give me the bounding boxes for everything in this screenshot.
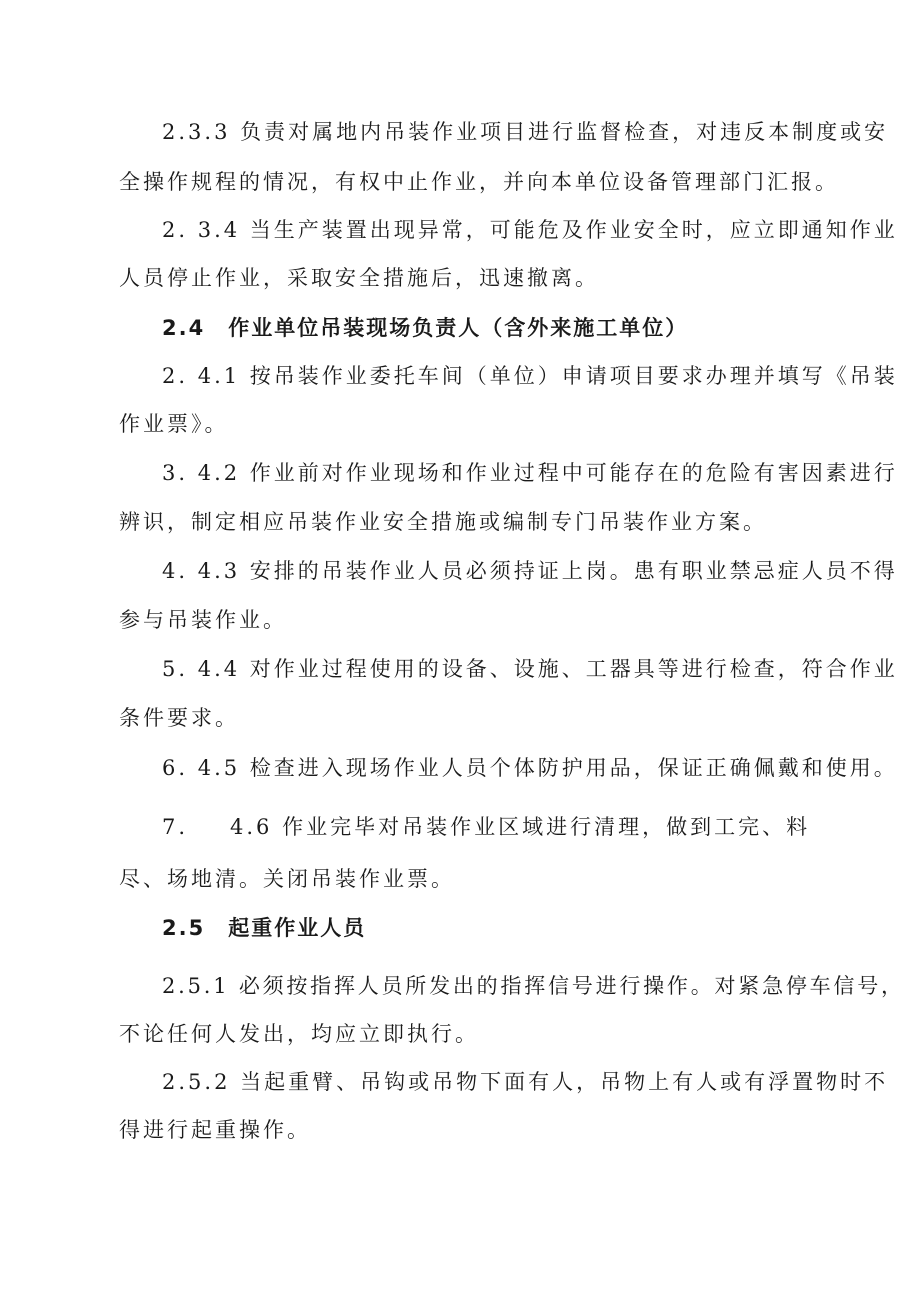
clause-4-4-cont: 条件要求。 [119,706,239,730]
clause-4-6-cont: 尽、场地清。关闭吊装作业票。 [119,867,455,891]
clause-2-5-1: 2.5.1 必须按指挥人员所发出的指挥信号进行操作。对紧急停车信号， [162,974,905,998]
clause-4-6-number: 7. [162,815,189,839]
clause-2-4-1-cont: 作业票》。 [119,412,229,436]
clause-4-2-cont: 辨识，制定相应吊装作业安全措施或编制专门吊装作业方案。 [119,510,767,534]
clause-4-2: 3. 4.2 作业前对作业现场和作业过程中可能存在的危险有害因素进行 [162,461,898,485]
clause-4-4: 5. 4.4 对作业过程使用的设备、设施、工器具等进行检查，符合作业 [162,657,898,681]
clause-2-3-4-cont: 人员停止作业，采取安全措施后，迅速撤离。 [119,266,599,290]
clause-2-5-1-cont: 不论任何人发出，均应立即执行。 [119,1022,479,1046]
clause-2-4-1: 2. 4.1 按吊装作业委托车间（单位）申请项目要求办理并填写《吊装 [162,364,898,388]
section-heading-2-4: 2.4 作业单位吊装现场负责人（含外来施工单位） [162,316,689,340]
clause-4-3-cont: 参与吊装作业。 [119,608,287,632]
clause-4-6: 4.6 作业完毕对吊装作业区域进行清理，做到工完、料 [230,815,811,839]
section-heading-2-5: 2.5 起重作业人员 [162,916,367,940]
clause-2-3-4: 2. 3.4 当生产装置出现异常，可能危及作业安全时，应立即通知作业 [162,218,898,242]
clause-4-3: 4. 4.3 安排的吊装作业人员必须持证上岗。患有职业禁忌症人员不得 [162,559,898,583]
clause-2-5-2-cont: 得进行起重操作。 [119,1118,311,1142]
clause-2-3-3: 2.3.3 负责对属地内吊装作业项目进行监督检查，对违反本制度或安 [162,120,889,144]
clause-4-5: 6. 4.5 检查进入现场作业人员个体防护用品，保证正确佩戴和使用。 [162,756,898,780]
clause-2-3-3-cont: 全操作规程的情况，有权中止作业，并向本单位设备管理部门汇报。 [119,170,839,194]
clause-2-5-2: 2.5.2 当起重臂、吊钩或吊物下面有人，吊物上有人或有浮置物时不 [162,1070,889,1094]
